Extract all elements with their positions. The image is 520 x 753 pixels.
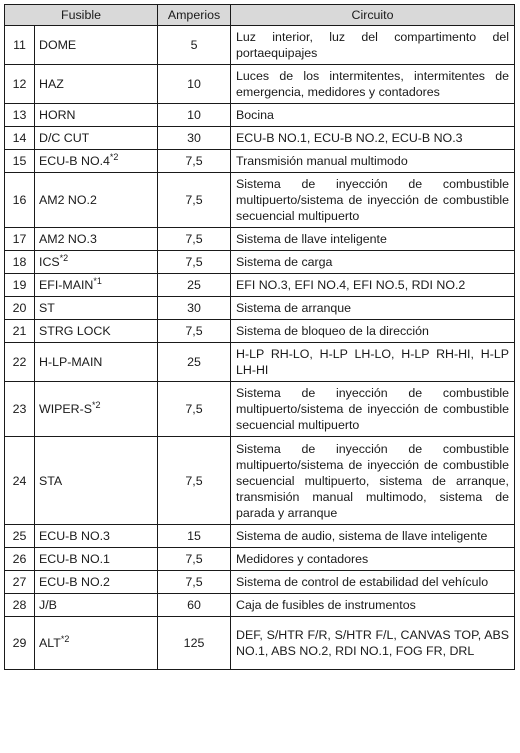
fuse-name-cell — [35, 127, 158, 150]
fuse-name: STA — [39, 473, 63, 488]
fuse-name: WIPER-S — [39, 402, 93, 416]
fuse-name: AM2 NO.2 — [39, 193, 97, 207]
fuse-name: D/C CUT — [39, 131, 90, 145]
table-row — [5, 594, 515, 617]
fuse-circuit: Sistema de control de estabilidad del vehículo — [231, 571, 515, 594]
fuse-number: 23 — [5, 382, 35, 437]
fuse-number: 16 — [5, 173, 35, 228]
table-row — [5, 127, 515, 150]
fuse-circuit: Sistema de llave inteligente — [231, 228, 515, 251]
fuse-table-container — [4, 4, 515, 670]
fuse-amperage: 125 — [158, 617, 231, 670]
fuse-amperage: 7,5 — [158, 173, 231, 228]
fuse-name-cell — [35, 382, 158, 437]
fuse-number: 17 — [5, 228, 35, 251]
footnote-mark: *2 — [109, 151, 119, 162]
fuse-table-body — [5, 26, 515, 670]
fuse-number: 18 — [5, 251, 35, 274]
fuse-number: 26 — [5, 548, 35, 571]
fuse-circuit: Bocina — [231, 104, 515, 127]
table-row — [5, 251, 515, 274]
fuse-name: DOME — [39, 38, 77, 52]
fuse-name: ST — [39, 301, 55, 315]
fuse-amperage: 7,5 — [158, 251, 231, 274]
fuse-circuit: Sistema de inyección de combustible multipuerto/sistema de inyección de combustible secuencial multipuerto — [231, 382, 515, 437]
table-row — [5, 228, 515, 251]
footnote-mark: *2 — [92, 399, 101, 410]
fuse-circuit: Sistema de bloqueo de la dirección — [231, 320, 515, 343]
table-row — [5, 617, 515, 670]
fuse-circuit: H-LP RH-LO, H-LP LH-LO, H-LP RH-HI, H-LP LH-HI — [231, 343, 515, 382]
fuse-name: J/B — [39, 598, 57, 612]
fuse-name-cell — [35, 297, 158, 320]
fuse-amperage: 25 — [158, 343, 231, 382]
fuse-number: 14 — [5, 127, 35, 150]
fuse-name: ECU-B NO.1 — [39, 552, 110, 566]
fuse-amperage: 7,5 — [158, 228, 231, 251]
fuse-number: 27 — [5, 571, 35, 594]
fuse-name: ECU-B NO.2 — [39, 575, 110, 589]
fuse-name-cell — [35, 320, 158, 343]
fuse-circuit: Caja de fusibles de instrumentos — [231, 594, 515, 617]
fuse-amperage: 7,5 — [158, 320, 231, 343]
table-row — [5, 525, 515, 548]
fuse-name-cell — [35, 571, 158, 594]
fuse-amperage: 30 — [158, 127, 231, 150]
fuse-amperage: 15 — [158, 525, 231, 548]
fuse-amperage: 60 — [158, 594, 231, 617]
fuse-circuit: Sistema de carga — [231, 251, 515, 274]
header-amps: Amperios — [158, 5, 231, 26]
fuse-circuit: DEF, S/HTR F/R, S/HTR F/L, CANVAS TOP, ABS NO.1, ABS NO.2, RDI NO.1, FOG FR, DRL — [231, 617, 515, 670]
header-circuit: Circuito — [231, 5, 515, 26]
fuse-number: 24 — [5, 437, 35, 525]
footnote-mark: *1 — [93, 275, 102, 286]
table-row — [5, 104, 515, 127]
fuse-name-cell — [35, 274, 158, 297]
fuse-name-cell — [35, 617, 158, 670]
table-row — [5, 437, 515, 525]
fuse-name-cell — [35, 104, 158, 127]
fuse-name: H-LP-MAIN — [39, 355, 103, 369]
fuse-circuit: Sistema de arranque — [231, 297, 515, 320]
fuse-circuit: Sistema de inyección de combustible multipuerto/sistema de inyección de combustible secuencial multipuerto — [231, 173, 515, 228]
table-row — [5, 150, 515, 173]
fuse-circuit: Luces de los intermitentes, intermitentes de emergencia, medidores y contadores — [231, 65, 515, 104]
table-row — [5, 26, 515, 65]
fuse-amperage: 7,5 — [158, 437, 231, 525]
table-row — [5, 382, 515, 437]
fuse-number: 22 — [5, 343, 35, 382]
footnote-mark: *2 — [59, 252, 69, 263]
fuse-name: ECU-B NO.4 — [39, 154, 110, 168]
fuse-number: 11 — [5, 26, 35, 65]
fuse-name-cell — [35, 26, 158, 65]
fuse-name: EFI-MAIN — [39, 278, 94, 292]
fuse-name-cell — [35, 65, 158, 104]
fuse-amperage: 10 — [158, 65, 231, 104]
fuse-number: 12 — [5, 65, 35, 104]
table-row — [5, 173, 515, 228]
fuse-name: ECU-B NO.3 — [39, 529, 110, 543]
table-row — [5, 343, 515, 382]
fuse-circuit: Medidores y contadores — [231, 548, 515, 571]
fuse-amperage: 25 — [158, 274, 231, 297]
fuse-name-cell — [35, 228, 158, 251]
fuse-number: 19 — [5, 274, 35, 297]
fuse-name-cell — [35, 437, 158, 525]
fuse-amperage: 30 — [158, 297, 231, 320]
fuse-name-cell — [35, 173, 158, 228]
table-row — [5, 65, 515, 104]
table-row — [5, 571, 515, 594]
fuse-name: HAZ — [39, 77, 64, 91]
fuse-amperage: 10 — [158, 104, 231, 127]
table-row — [5, 274, 515, 297]
table-header-row — [5, 5, 515, 26]
fuse-name-cell — [35, 548, 158, 571]
fuse-circuit: Transmisión manual multimodo — [231, 150, 515, 173]
fuse-name: STRG LOCK — [39, 324, 111, 338]
table-row — [5, 297, 515, 320]
fuse-circuit: ECU-B NO.1, ECU-B NO.2, ECU-B NO.3 — [231, 127, 515, 150]
fuse-table — [4, 4, 515, 670]
fuse-circuit: Luz interior, luz del compartimento del portaequipajes — [231, 26, 515, 65]
fuse-name-cell — [35, 525, 158, 548]
table-row — [5, 548, 515, 571]
fuse-name-cell — [35, 343, 158, 382]
fuse-amperage: 7,5 — [158, 571, 231, 594]
footnote-mark: *2 — [60, 633, 70, 644]
fuse-amperage: 7,5 — [158, 382, 231, 437]
header-fuse: Fusible — [5, 5, 158, 26]
fuse-circuit: Sistema de inyección de combustible multipuerto/sistema de inyección de combustible secuencial multipuerto, sistema de arranque, transmisión manual multimodo, sistema de parada y arranque — [231, 437, 515, 525]
fuse-name-cell — [35, 150, 158, 173]
fuse-circuit: Sistema de audio, sistema de llave inteligente — [231, 525, 515, 548]
fuse-number: 20 — [5, 297, 35, 320]
table-row — [5, 320, 515, 343]
fuse-amperage: 7,5 — [158, 150, 231, 173]
fuse-number: 25 — [5, 525, 35, 548]
fuse-number: 21 — [5, 320, 35, 343]
fuse-amperage: 7,5 — [158, 548, 231, 571]
fuse-number: 29 — [5, 617, 35, 670]
fuse-number: 28 — [5, 594, 35, 617]
fuse-name-cell — [35, 251, 158, 274]
fuse-name-cell — [35, 594, 158, 617]
fuse-circuit: EFI NO.3, EFI NO.4, EFI NO.5, RDI NO.2 — [231, 274, 515, 297]
fuse-number: 15 — [5, 150, 35, 173]
fuse-amperage: 5 — [158, 26, 231, 65]
fuse-number: 13 — [5, 104, 35, 127]
fuse-name: ICS — [39, 255, 60, 269]
fuse-name: HORN — [39, 108, 76, 122]
fuse-name: AM2 NO.3 — [39, 232, 97, 246]
fuse-name: ALT — [39, 636, 61, 650]
